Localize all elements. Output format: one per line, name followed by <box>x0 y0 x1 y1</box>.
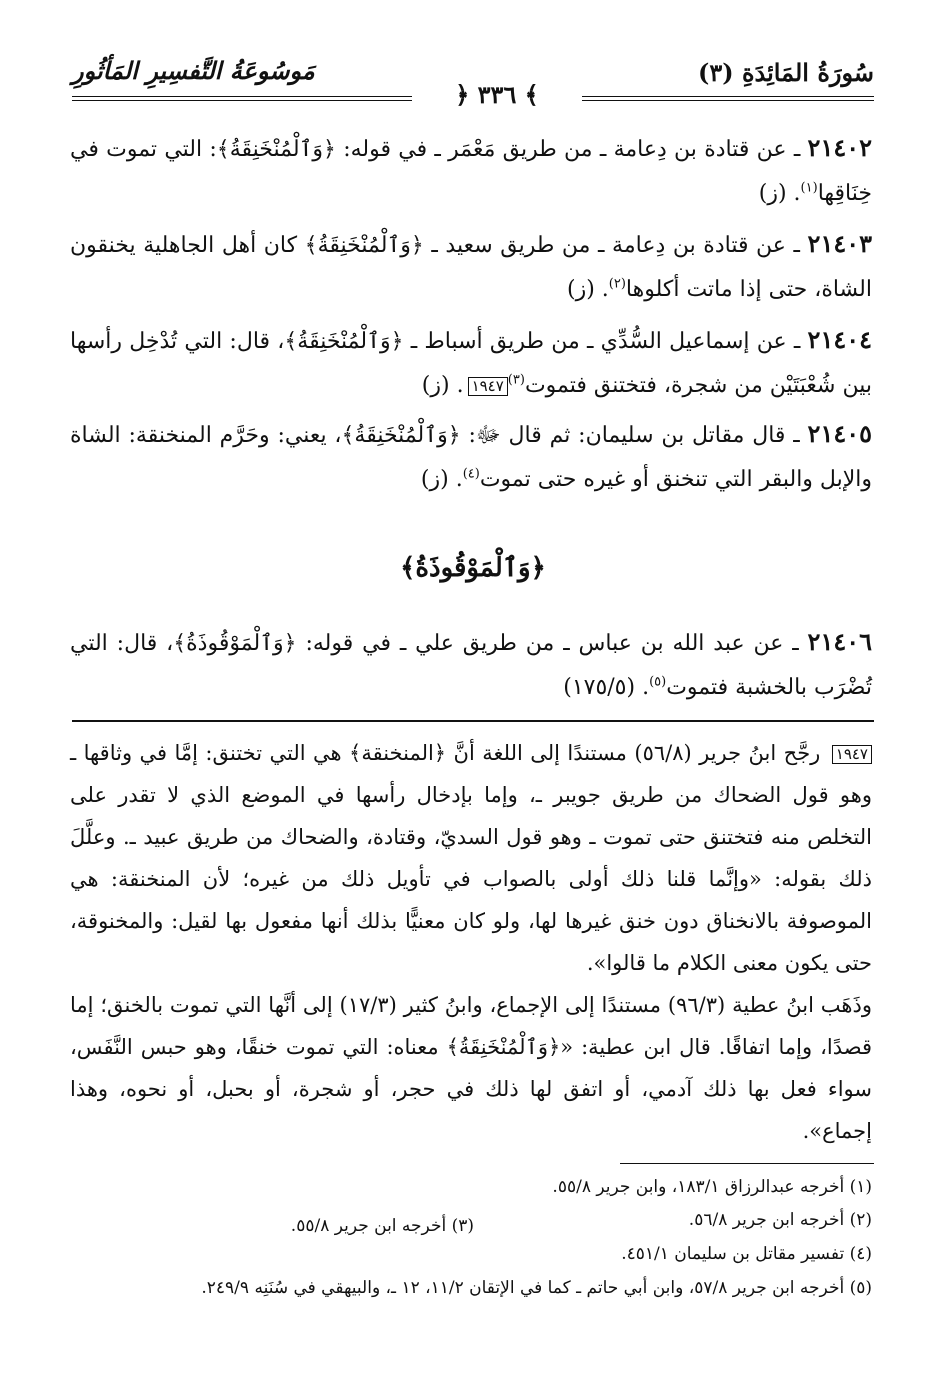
entry-21402 <box>70 126 872 216</box>
entry-21403 <box>70 222 872 312</box>
entry-21406 <box>70 620 872 710</box>
entry-text: ـ قال مقاتل بن سليمان: ثم قال ﷻ: ﴿وَٱلْمُنْخَنِقَةُ﴾، يعني: وحَرَّم المنخنقة: الشاة والإبل والبقر التي تنخنق أو غيره حتى تموت <box>70 423 872 492</box>
footnote-marker: (٥) <box>649 674 667 690</box>
footnote-marker: (٢) <box>608 276 626 292</box>
entry-number: ٢١٤٠٣ <box>807 229 872 258</box>
footnote-1: (١) أخرجه عبدالرزاق ١٨٣/١، وابن جرير ٥٥/٨. <box>552 1177 872 1197</box>
entry-21404 <box>70 318 872 408</box>
footnote-3: (٣) أخرجه ابن جرير ٥٥/٨. <box>290 1216 474 1236</box>
entry-text: ـ عن قتادة بن دِعامة ـ من طريق مَعْمَر ـ في قوله: ﴿وَٱلْمُنْخَنِقَةُ﴾: التي تموت في خِنَاقِها <box>70 137 872 206</box>
entry-tail: . (ز) <box>758 181 801 206</box>
page-header <box>72 50 874 114</box>
editor-note <box>70 732 872 1152</box>
footnote-5: (٥) أخرجه ابن جرير ٥٧/٨، وابن أبي حاتم ـ كما في الإتقان ١١/٢، ١٢ ـ، والبيهقي في سُنَنِه ٢٤٩/٩. <box>201 1278 872 1298</box>
entry-number: ٢١٤٠٢ <box>807 133 872 162</box>
surah-title: سُورَةُ المَائِدَةِ (٣) <box>697 58 874 87</box>
note-number-box: ١٩٤٧ <box>832 745 872 764</box>
footnote-marker: (٤) <box>462 466 480 482</box>
entry-number: ٢١٤٠٤ <box>807 325 872 354</box>
entry-text: ـ عن قتادة بن دِعامة ـ من طريق سعيد ـ ﴿وَٱلْمُنْخَنِقَةُ﴾ كان أهل الجاهلية يخنقون الشاة، حتى إذا ماتت أكلوها <box>70 233 872 302</box>
entry-tail: . (١٧٥/٥) <box>563 675 650 700</box>
entry-text: ـ عن إسماعيل السُّدِّي ـ من طريق أسباط ـ ﴿وَٱلْمُنْخَنِقَةُ﴾، قال: التي تُدْخِل رأسها بين شُعْبَتَيْن من شجرة، فتختنق فتموت <box>70 329 872 398</box>
footnote-rule <box>620 1163 874 1164</box>
notes-separator <box>72 720 874 722</box>
entry-tail: . (ز) <box>421 373 464 398</box>
note-paragraph-2: وذَهَب ابنُ عطية (٩٦/٣) مستندًا إلى الإجماع، وابنُ كثير (١٧/٣) إلى أنَّها التي تموت بالخنق؛ إما قصدًا، وإما اتفاقًا. قال ابن عطية: «﴿وَٱلْمُنْخَنِقَةُ﴾ معناه: التي تموت خنقًا، وهو حبس النَّفَس، سواء فعل بها ذلك آدمي، أو اتفق لها ذلك في حجر، أو شجرة، أو بحبل، أو نحوه، وهذا إجماع». <box>70 993 872 1143</box>
footnote-marker: (١) <box>800 180 818 196</box>
entry-21405 <box>70 412 872 502</box>
note-reference-box[interactable]: ١٩٤٧ <box>468 377 508 396</box>
footnote-2: (٢) أخرجه ابن جرير ٥٦/٨. <box>688 1210 872 1230</box>
note-text: رجَّح ابنُ جرير (٥٦/٨) مستندًا إلى اللغة أنَّ ﴿المنخنقة﴾ هي التي تختنق: إمَّا في وثاقها ـ وهو قول الضحاك من طريق جويبر ـ، وإما بإدخال رأسها في الموضع الذي لا تقدر على التخلص منه فتختنق حتى تموت ـ وهو قول السديّ، وقتادة، والضحاك من طريق عبيد ـ. وعلَّلَ ذلك بقوله: «وإنَّما قلنا ذلك أولى بالصواب في تأويل ذلك من غيره؛ لأن المنخنقة: هي الموصوفة بالانخناق دون خنق غيرها لها، ولو كان معنيًّا بذلك أنها مفعول بها لقيل: والمخنوقة، حتى يكون معنى الكلام ما قالوا». <box>70 741 872 975</box>
entry-number: ٢١٤٠٥ <box>807 419 872 448</box>
entry-text: ـ عن عبد الله بن عباس ـ من طريق علي ـ في قوله: ﴿وَٱلْمَوْقُوذَةُ﴾، قال: التي تُضْرَب بالخشبة فتموت <box>70 631 872 700</box>
section-heading: ﴿وَٱلْمَوْقُوذَةُ﴾ <box>400 553 546 583</box>
entry-tail: . (ز) <box>566 277 609 302</box>
book-title: مَوسُوعَةُ التَّفسِيرِ المَأثُورِ <box>72 56 315 85</box>
footnote-marker: (٣) <box>507 372 525 388</box>
note-paragraph-1 <box>70 732 872 984</box>
page-number: ﴾ ٣٣٦ ﴿ <box>412 80 582 109</box>
entry-number: ٢١٤٠٦ <box>807 627 872 656</box>
footnote-4: (٤) تفسير مقاتل بن سليمان ٤٥١/١. <box>621 1244 872 1264</box>
entry-tail: . (ز) <box>420 467 463 492</box>
